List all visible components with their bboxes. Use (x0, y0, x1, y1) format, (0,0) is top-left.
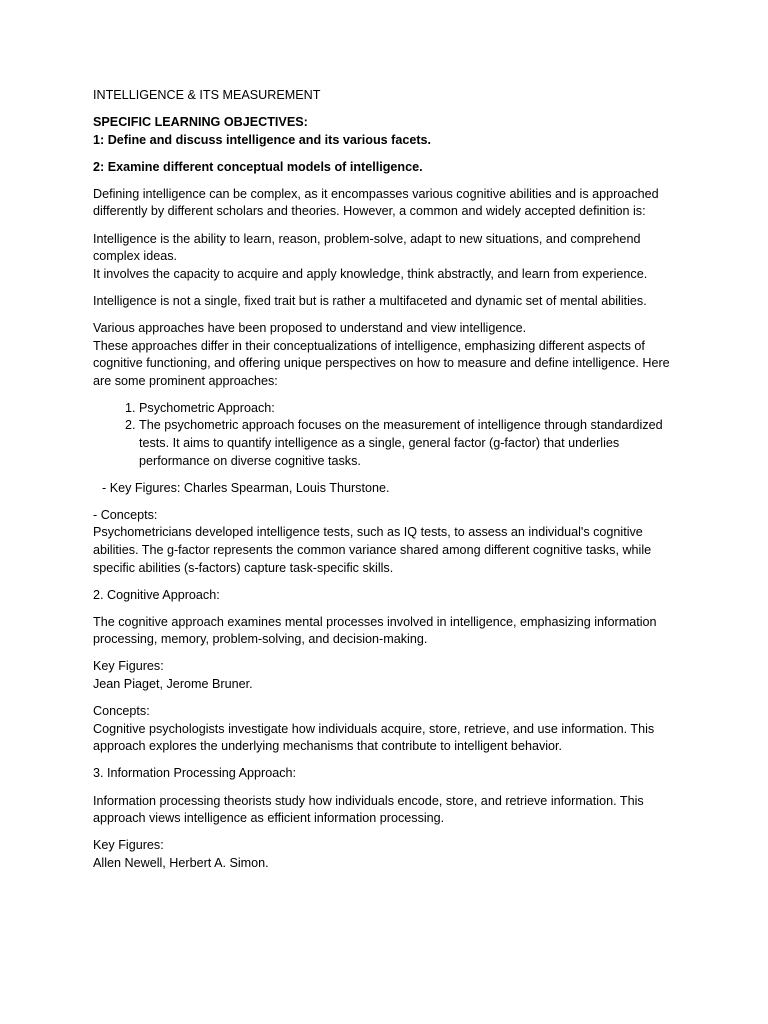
list-item: 1. Psychometric Approach: (139, 400, 683, 418)
cognitive-concepts-text: Cognitive psychologists investigate how individuals acquire, store, retrieve, and use information. This approach explores the underlying mechanisms that contribute to intelligent behavior. (93, 721, 655, 754)
approaches-list (93, 400, 683, 470)
paragraph-definition-1: Intelligence is the ability to learn, reason, problem-solve, adapt to new situations, and comprehend complex ideas. (93, 231, 641, 264)
cognitive-concepts-label: Concepts: (93, 704, 150, 719)
information-processing-heading: 3. Information Processing Approach: (93, 766, 297, 781)
list-item: 2. The psychometric approach focuses on the measurement of intelligence through standardized tests. It aims to quantify intelligence as a single, general factor (g-factor) that underlies performance on diverse cognitive tasks. (139, 417, 683, 470)
paragraph-definition-2: It involves the capacity to acquire and apply knowledge, think abstractly, and learn from experience. (93, 266, 648, 281)
paragraph-approaches-2: These approaches differ in their conceptualizations of intelligence, emphasizing different aspects of cognitive functioning, and offering unique perspectives on how to measure and define intelligence. Here are some prominent approaches: (93, 338, 670, 388)
paragraph-defining: Defining intelligence can be complex, as it encompasses various cognitive abilities and is approached differently by different scholars and theories. However, a common and widely accepted definition is: (93, 186, 659, 219)
psychometric-concepts-text: Psychometricians developed intelligence tests, such as IQ tests, to assess an individual's cognitive abilities. The g-factor represents the common variance shared among different cognitive tasks, while specific abilities (s-factors) capture task-specific skills. (93, 525, 652, 575)
psychometric-concepts-label: - Concepts: (93, 507, 158, 522)
cognitive-key-figures-label: Key Figures: (93, 659, 164, 674)
information-processing-key-figures-label: Key Figures: (93, 838, 164, 853)
psychometric-key-figures: - Key Figures: Charles Spearman, Louis Thurstone. (102, 480, 390, 495)
objective-1: 1: Define and discuss intelligence and its various facets. (93, 132, 432, 147)
information-processing-key-figures-names: Allen Newell, Herbert A. Simon. (93, 855, 269, 870)
objective-2: 2: Examine different conceptual models of intelligence. (93, 159, 423, 174)
objectives-heading: SPECIFIC LEARNING OBJECTIVES: (93, 115, 308, 130)
cognitive-heading: 2. Cognitive Approach: (93, 587, 220, 602)
document-body (93, 87, 683, 872)
paragraph-multifaceted: Intelligence is not a single, fixed trait but is rather a multifaceted and dynamic set of mental abilities. (93, 293, 647, 308)
information-processing-text: Information processing theorists study how individuals encode, store, and retrieve information. This approach views intelligence as efficient information processing. (93, 793, 644, 826)
cognitive-text: The cognitive approach examines mental processes involved in intelligence, emphasizing information processing, memory, problem-solving, and decision-making. (93, 614, 657, 647)
cognitive-key-figures-names: Jean Piaget, Jerome Bruner. (93, 677, 253, 692)
document-title: INTELLIGENCE & ITS MEASUREMENT (93, 88, 321, 102)
paragraph-approaches-1: Various approaches have been proposed to understand and view intelligence. (93, 320, 527, 335)
